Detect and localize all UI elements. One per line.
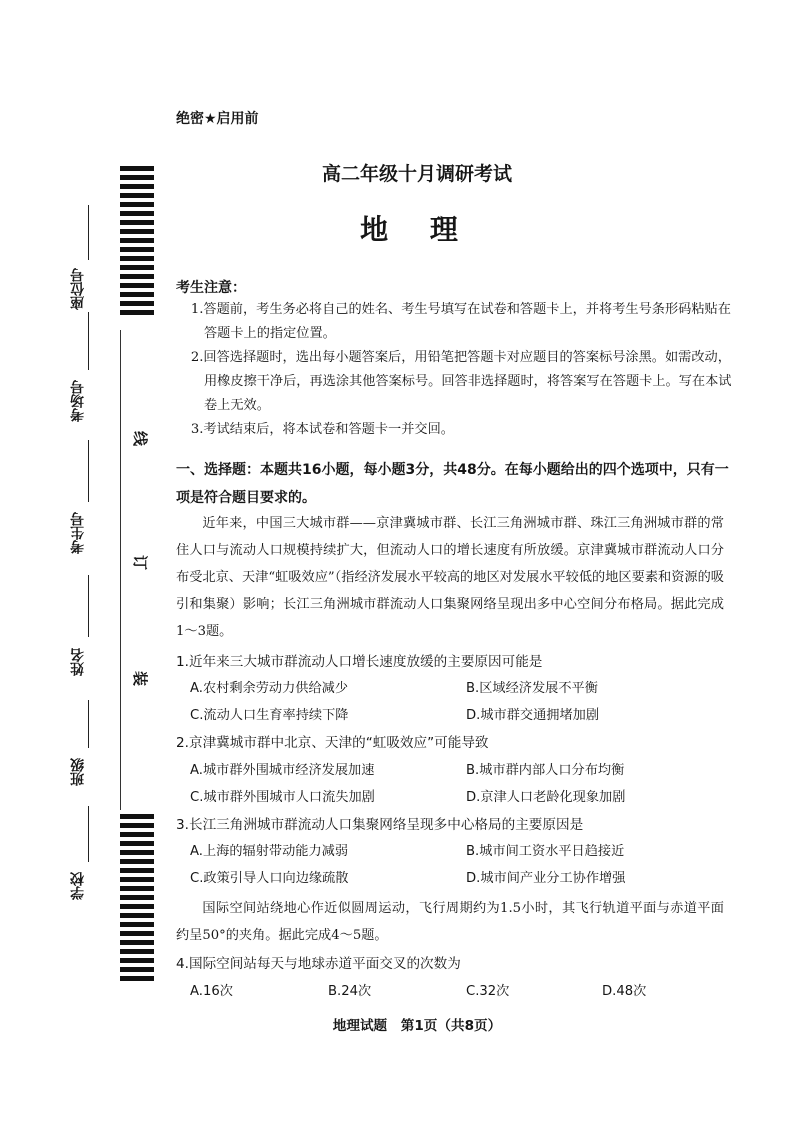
question-3-option-d[interactable]: D.城市间产业分工协作增强 (466, 871, 626, 886)
room-number-line[interactable] (88, 312, 89, 370)
question-2-option-a[interactable]: A.城市群外围城市经济发展加速 (190, 763, 375, 778)
school-label: 学校 (70, 872, 86, 900)
question-1-option-a[interactable]: A.农村剩余劳动力供给减少 (190, 681, 349, 696)
question-3-stem: 3.长江三角洲城市群流动人口集聚网络呈现多中心格局的主要原因是 (176, 817, 584, 833)
question-1-option-b[interactable]: B.区域经济发展不平衡 (466, 681, 598, 696)
room-number-label: 考场号 (70, 380, 86, 422)
page-footer: 地理试题 第1页（共8页） (332, 1018, 502, 1034)
name-line[interactable] (88, 575, 89, 637)
question-2-option-c[interactable]: C.城市群外围城市人口流失加剧 (190, 790, 375, 805)
notice-item-1: 1.答题前，考生务必将自己的姓名、考生号填写在试卷和答题卡上，并将考生号条形码粘贴在答题卡上的指定位置。 (190, 302, 731, 341)
binding-char-zhuang: 装 (131, 670, 150, 687)
question-4-option-c[interactable]: C.32次 (466, 984, 510, 999)
notice-item-2: 2.回答选择题时，选出每小题答案后，用铅笔把答题卡对应题目的答案标号涂黑。如需改动，用橡皮擦干净后，再选涂其他答案标号。回答非选择题时，将答案写在答题卡上。写在本试卷上无效。 (190, 350, 732, 413)
question-3-option-c[interactable]: C.政策引导人口向边缘疏散 (190, 871, 349, 886)
question-1-stem: 1.近年来三大城市群流动人口增长速度放缓的主要原因可能是 (176, 654, 543, 670)
passage-1: 近年来，中国三大城市群——京津冀城市群、长江三角洲城市群、珠江三角洲城市群的常住人口与流动人口规模持续扩大，但流动人口的增长速度有所放缓。京津冀城市群流动人口分布受北京、天津“虹吸效应”（指经济发展水平较高的地区对发展水平较低的地区要素和资源的吸引和集聚）影响；长江三角洲城市群流动人口集聚网络呈现出多中心空间分布格局。据此完成1～3题。 (176, 516, 724, 639)
subject-title: 地 理 (360, 213, 474, 246)
exam-title: 高二年级十月调研考试 (321, 163, 512, 185)
question-2-stem: 2.京津冀城市群中北京、天津的“虹吸效应”可能导致 (176, 735, 489, 751)
question-3-option-b[interactable]: B.城市间工资水平日趋接近 (466, 844, 625, 859)
seat-number-label: 座位号 (70, 268, 86, 310)
question-1-option-c[interactable]: C.流动人口生育率持续下降 (190, 708, 349, 723)
question-2-option-d[interactable]: D.京津人口老龄化现象加剧 (466, 790, 626, 805)
binding-char-ding: 订 (131, 554, 150, 571)
question-1-option-d[interactable]: D.城市群交通拥堵加剧 (466, 708, 600, 723)
class-label: 班级 (70, 758, 86, 786)
notice-title: 考生注意： (176, 280, 246, 296)
binding-char-xian: 线 (131, 430, 150, 447)
notice-item-3: 3.考试结束后，将本试卷和答题卡一并交回。 (190, 422, 454, 437)
school-line[interactable] (88, 806, 89, 862)
barcode-bottom (120, 814, 154, 985)
passage-2: 国际空间站绕地心作近似圆周运动，飞行周期约为1.5小时，其飞行轨道平面与赤道平面约呈50°的夹角。据此完成4～5题。 (176, 901, 724, 943)
question-4-option-a[interactable]: A.16次 (190, 984, 233, 999)
student-number-line[interactable] (88, 440, 89, 502)
question-4-stem: 4.国际空间站每天与地球赤道平面交叉的次数为 (176, 956, 461, 972)
class-line[interactable] (88, 700, 89, 748)
question-4-option-d[interactable]: D.48次 (602, 984, 647, 999)
section-heading: 一、选择题：本题共16小题，每小题3分，共48分。在每小题给出的四个选项中，只有一项是符合题目要求的。 (176, 462, 729, 506)
student-number-label: 考生号 (70, 512, 86, 554)
name-label: 姓名 (70, 648, 86, 676)
question-3-option-a[interactable]: A.上海的辐射带动能力减弱 (190, 844, 349, 859)
confidential-mark: 绝密★启用前 (176, 111, 259, 127)
question-2-option-b[interactable]: B.城市群内部人口分布均衡 (466, 763, 625, 778)
binding-line (120, 330, 121, 810)
question-4-option-b[interactable]: B.24次 (328, 984, 372, 999)
